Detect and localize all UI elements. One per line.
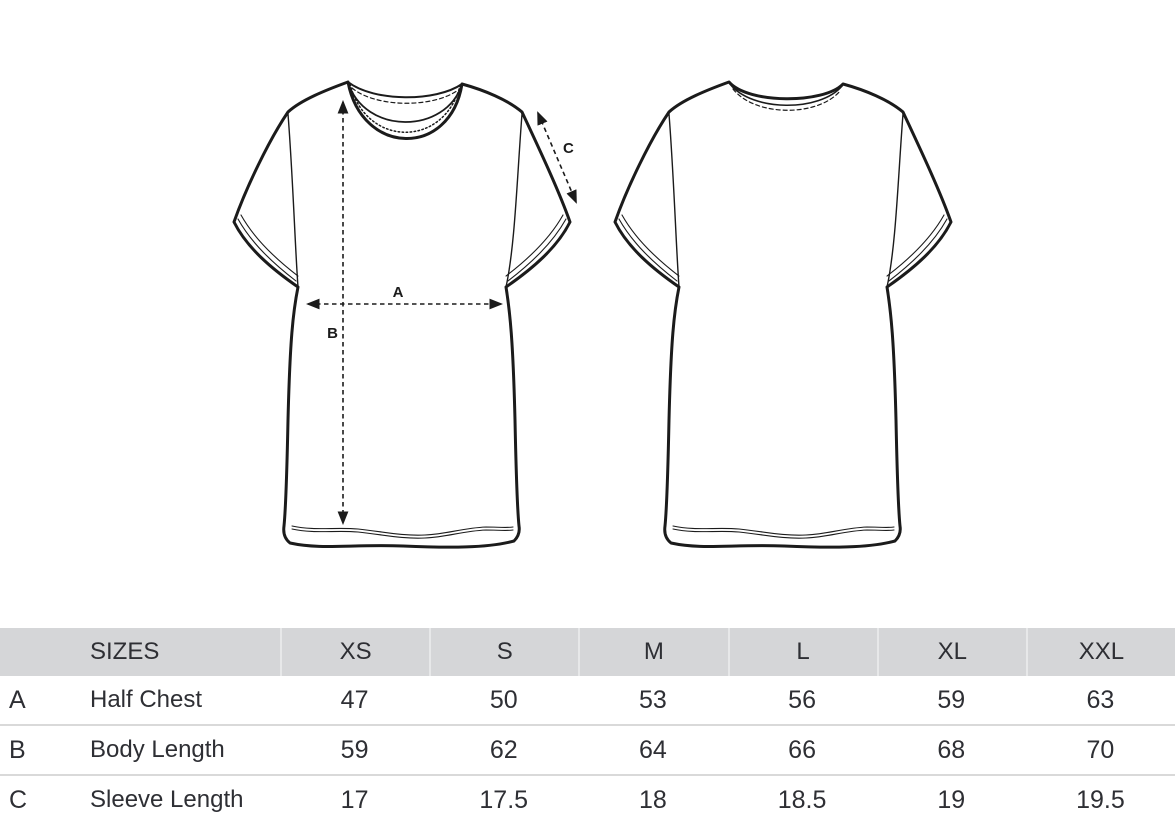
measure-label-B: B bbox=[327, 325, 338, 342]
size-value: 19 bbox=[937, 785, 966, 814]
size-value: 68 bbox=[937, 735, 966, 764]
tshirt-front-drawing bbox=[234, 82, 570, 547]
size-value: 19.5 bbox=[1076, 785, 1125, 814]
size-col-header-l: L bbox=[728, 628, 877, 676]
table-row-half-chest bbox=[0, 676, 1175, 724]
measure-name: Sleeve Length bbox=[90, 786, 244, 813]
size-col-header-m: M bbox=[578, 628, 727, 676]
size-value: 17.5 bbox=[479, 785, 529, 814]
size-value: 70 bbox=[1086, 735, 1115, 764]
size-value: 66 bbox=[788, 735, 816, 764]
size-table bbox=[0, 628, 1175, 821]
measure-label-C: C bbox=[563, 140, 574, 157]
measure-name: Half Chest bbox=[90, 686, 203, 713]
front-collar-band-inner bbox=[348, 82, 462, 122]
size-col-header-s: S bbox=[429, 628, 578, 676]
size-table-header-row bbox=[0, 628, 1175, 676]
row-letter: B bbox=[9, 735, 26, 764]
table-row-body-length bbox=[0, 724, 1175, 774]
size-value: 56 bbox=[788, 685, 816, 714]
row-letter: A bbox=[9, 685, 26, 714]
size-value: 62 bbox=[489, 735, 518, 764]
front-back-neck-line bbox=[348, 82, 462, 97]
size-col-header-xxl: XXL bbox=[1026, 628, 1175, 676]
size-value: 18.5 bbox=[777, 785, 827, 814]
row-letter: C bbox=[9, 785, 28, 814]
size-value: 50 bbox=[489, 685, 518, 714]
size-col-header-xl: XL bbox=[877, 628, 1026, 676]
tshirt-back-drawing bbox=[615, 82, 951, 547]
size-value: 59 bbox=[340, 735, 369, 764]
size-value: 64 bbox=[639, 735, 667, 764]
measure-label-A: A bbox=[392, 284, 404, 301]
size-value: 17 bbox=[340, 785, 369, 814]
sizes-header-label: SIZES bbox=[90, 638, 160, 665]
size-value: 63 bbox=[1086, 685, 1115, 714]
measure-name: Body Length bbox=[90, 736, 225, 763]
front-neck-stitch-dashed bbox=[352, 88, 458, 103]
size-value: 47 bbox=[340, 685, 369, 714]
size-value: 18 bbox=[639, 785, 667, 814]
size-value: 59 bbox=[937, 685, 966, 714]
size-col-header-xs: XS bbox=[280, 628, 429, 676]
size-value: 53 bbox=[639, 685, 667, 714]
table-row-sleeve-length bbox=[0, 774, 1175, 821]
